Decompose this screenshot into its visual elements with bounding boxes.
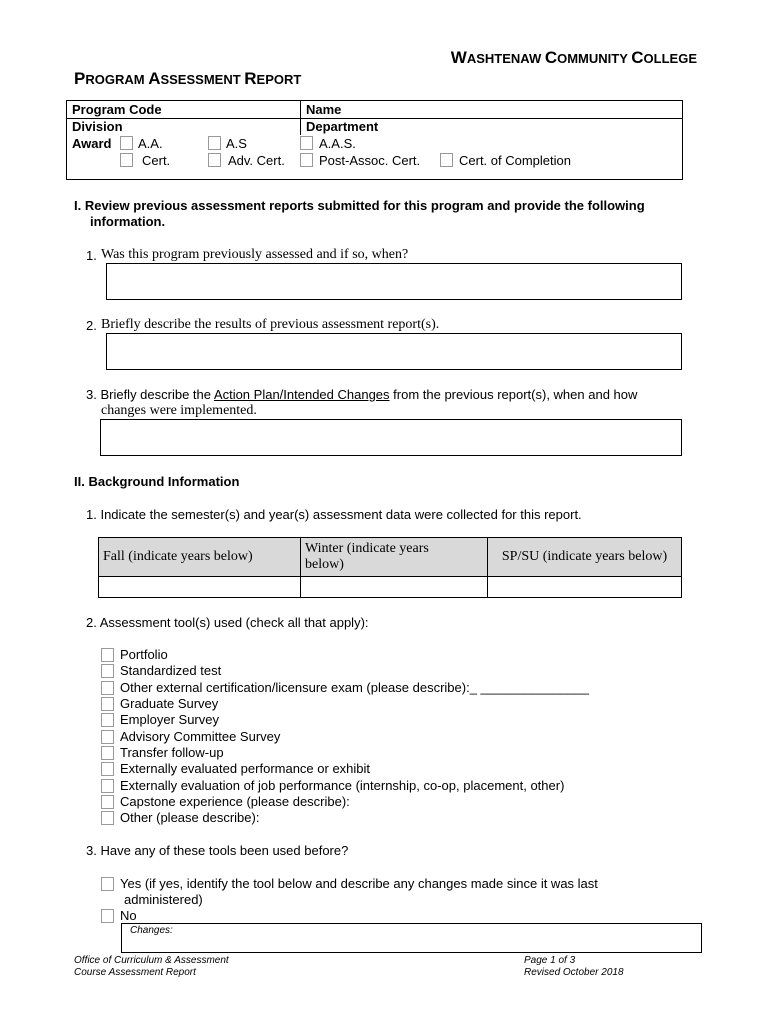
footer-office: Office of Curriculum & Assessment xyxy=(74,955,229,966)
q1-answer-box[interactable] xyxy=(106,263,682,300)
footer-page-number: Page 1 of 3 xyxy=(524,955,576,966)
award-cert-checkbox[interactable] xyxy=(120,153,133,167)
award-adv-cert-checkbox[interactable] xyxy=(208,153,221,167)
award-aa-label: A.A. xyxy=(138,136,163,151)
college-name: WASHTENAW COMMUNITY COLLEGE xyxy=(450,48,697,67)
section-1-heading-line2: information. xyxy=(90,214,166,229)
q3-answer-box[interactable] xyxy=(100,419,682,456)
tool-option[interactable]: Employer Survey xyxy=(101,712,219,728)
q2-number: 2. xyxy=(86,318,97,333)
q3-text-line2: changes were implemented. xyxy=(101,403,257,418)
tool-checkbox[interactable] xyxy=(101,648,114,662)
award-cert-label: Cert. xyxy=(142,153,171,168)
award-aas-checkbox[interactable] xyxy=(300,136,313,150)
q1-text: Was this program previously assessed and if so, when? xyxy=(101,247,409,262)
no-checkbox[interactable] xyxy=(101,909,114,923)
department-label: Department xyxy=(306,119,379,134)
award-aas-label: A.A.S. xyxy=(319,136,356,151)
winter-header: Winter (indicate years below) xyxy=(301,538,488,577)
report-title: PROGRAM ASSESSMENT REPORT xyxy=(74,69,302,88)
program-info-table xyxy=(66,100,683,180)
no-option[interactable]: No xyxy=(101,908,137,924)
spsu-header: SP/SU (indicate years below) xyxy=(488,538,682,577)
tool-checkbox[interactable] xyxy=(101,746,114,760)
tool-checkbox[interactable] xyxy=(101,697,114,711)
tool-checkbox[interactable] xyxy=(101,779,114,793)
award-post-assoc-cert-label: Post-Assoc. Cert. xyxy=(319,153,421,168)
tool-option[interactable]: Graduate Survey xyxy=(101,696,218,712)
yes-checkbox[interactable] xyxy=(101,877,114,891)
tool-checkbox[interactable] xyxy=(101,795,114,809)
tool-option[interactable]: Capstone experience (please describe): xyxy=(101,794,350,810)
changes-label: Changes: xyxy=(130,925,173,936)
section-1-heading: I. Review previous assessment reports submitted for this program and provide the following xyxy=(74,198,645,213)
tool-checkbox[interactable] xyxy=(101,811,114,825)
tool-checkbox[interactable] xyxy=(101,681,114,695)
tool-option[interactable]: Other (please describe): xyxy=(101,810,259,826)
tool-option[interactable]: Standardized test xyxy=(101,663,221,679)
footer-report-name: Course Assessment Report xyxy=(74,967,196,978)
section-2-heading: II. Background Information xyxy=(74,474,240,489)
award-post-assoc-cert-checkbox[interactable] xyxy=(300,153,313,167)
q2-answer-box[interactable] xyxy=(106,333,682,370)
spsu-years-cell[interactable] xyxy=(488,577,682,598)
award-as-checkbox[interactable] xyxy=(208,136,221,150)
q1-number: 1. xyxy=(86,248,97,263)
award-label: Award xyxy=(72,136,112,151)
q3-text: 3. Briefly describe the Action Plan/Intended Changes from the previous report(s), when and how xyxy=(86,387,638,402)
fall-years-cell[interactable] xyxy=(99,577,301,598)
tools-used-before-question: 3. Have any of these tools been used before? xyxy=(86,843,349,858)
tool-option[interactable]: Externally evaluation of job performance (internship, co-op, placement, other) xyxy=(101,778,564,794)
q2-text: Briefly describe the results of previous assessment report(s). xyxy=(101,317,440,332)
semester-table xyxy=(98,537,682,598)
fall-header: Fall (indicate years below) xyxy=(99,538,301,577)
winter-years-cell[interactable] xyxy=(301,577,488,598)
tools-question: 2. Assessment tool(s) used (check all that apply): xyxy=(86,615,369,630)
award-cert-completion-label: Cert. of Completion xyxy=(459,153,571,168)
tool-option[interactable]: Portfolio xyxy=(101,647,168,663)
name-label: Name xyxy=(306,102,342,117)
yes-option[interactable]: Yes (if yes, identify the tool below and describe any changes made since it was last xyxy=(101,876,598,892)
division-label: Division xyxy=(72,119,123,134)
semesters-question: 1. Indicate the semester(s) and year(s) assessment data were collected for this report. xyxy=(86,507,582,522)
footer-revised-date: Revised October 2018 xyxy=(524,967,624,978)
tool-checkbox[interactable] xyxy=(101,664,114,678)
tool-checkbox[interactable] xyxy=(101,762,114,776)
changes-box[interactable] xyxy=(121,923,702,953)
award-as-label: A.S xyxy=(226,136,247,151)
tool-option[interactable]: Transfer follow-up xyxy=(101,745,224,761)
tool-option[interactable]: Externally evaluated performance or exhibit xyxy=(101,761,370,777)
award-aa-checkbox[interactable] xyxy=(120,136,133,150)
tool-option[interactable]: Other external certification/licensure exam (please describe):_ _______________ xyxy=(101,680,589,696)
award-adv-cert-label: Adv. Cert. xyxy=(228,153,285,168)
tool-checkbox[interactable] xyxy=(101,713,114,727)
action-plan-link: Action Plan/Intended Changes xyxy=(213,387,390,402)
tool-checkbox[interactable] xyxy=(101,730,114,744)
program-code-label: Program Code xyxy=(72,102,162,117)
yes-option-line2: administered) xyxy=(124,892,203,907)
tool-option[interactable]: Advisory Committee Survey xyxy=(101,729,280,745)
award-cert-completion-checkbox[interactable] xyxy=(440,153,453,167)
